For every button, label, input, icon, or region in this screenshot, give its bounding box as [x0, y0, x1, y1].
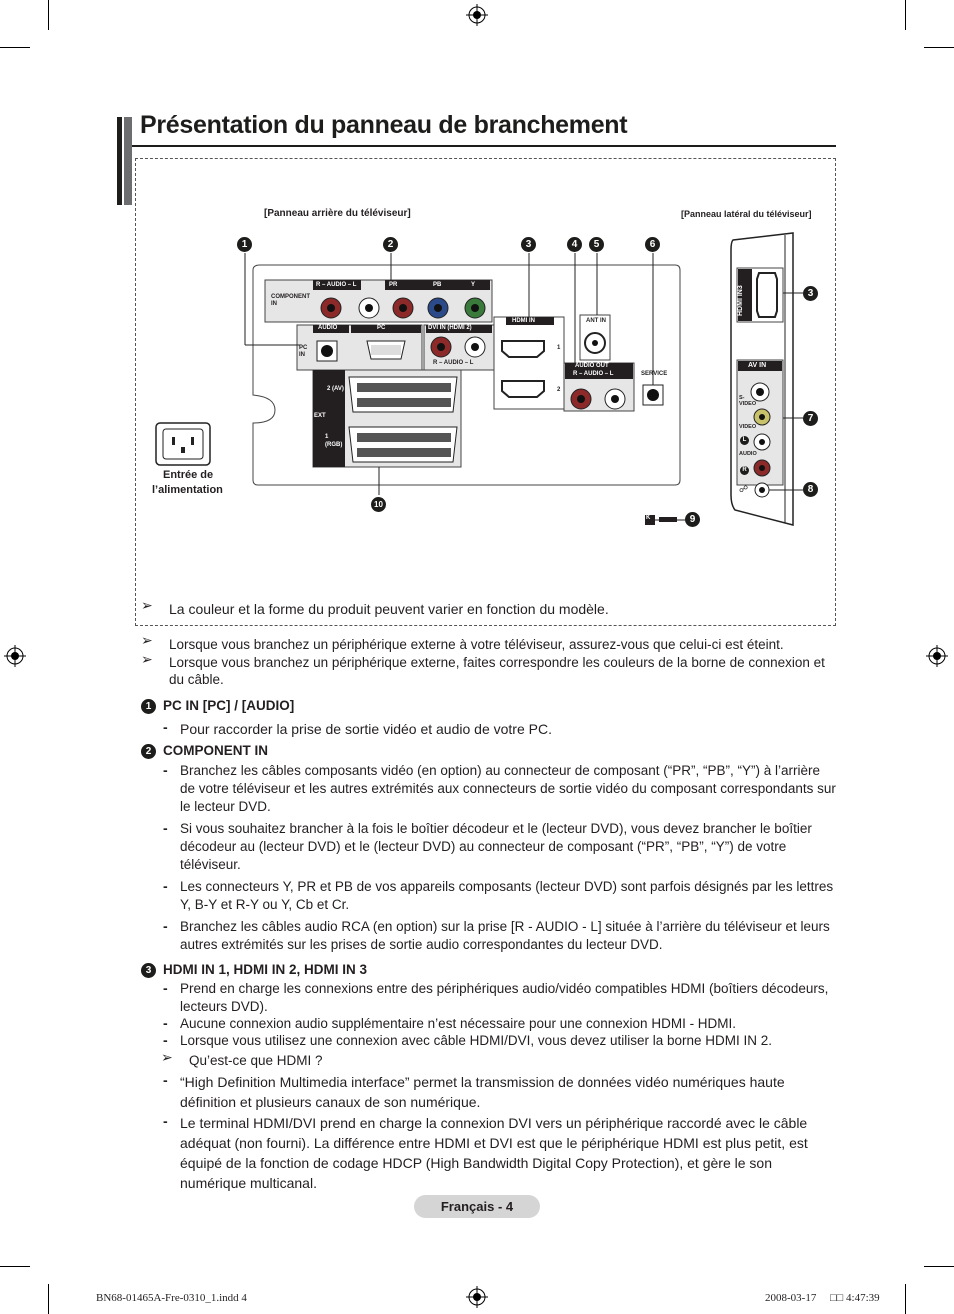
crop-mark: [48, 1284, 49, 1314]
note-text: La couleur et la forme du produit peuvent varier en fonction du modèle.: [169, 601, 609, 617]
connection-panel-diagram: [135, 225, 835, 535]
bullet-dash: -: [163, 719, 168, 735]
section-number: 2: [141, 744, 156, 759]
callout-number: 9: [685, 512, 700, 527]
file-time: □□ 4:47:39: [830, 1292, 880, 1304]
section-subnote: Qu’est-ce que HDMI ?: [189, 1053, 323, 1068]
section-title: HDMI IN 1, HDMI IN 2, HDMI IN 3: [163, 962, 368, 977]
audio-out-rl-label: R – AUDIO – L: [573, 371, 614, 377]
component-audio-label: R – AUDIO – L: [316, 282, 357, 288]
bullet-dash: -: [163, 1015, 168, 1031]
ext-label: EXT: [314, 413, 326, 419]
dvi-in-label: DVI IN (HDMI 2): [428, 325, 472, 331]
section-item: Branchez les câbles composants vidéo (en option) au connecteur de composant (“PR”, “PB”, “Y”) à l’arrière de votre téléviseur et les autres extrémités aux connecteurs de sortie vidéo du composant correspondants sur le lecteur DVD.: [180, 763, 836, 814]
crop-mark: [48, 0, 49, 30]
hdmi-2-label: 2: [557, 387, 561, 393]
registration-mark-icon: [926, 645, 948, 667]
section-title: PC IN [PC] / [AUDIO]: [163, 698, 295, 713]
side-audio-label: AUDIO: [739, 451, 757, 457]
note-text: Lorsque vous branchez un périphérique externe à votre téléviseur, assurez-vous que celui-ci est éteint.: [169, 637, 784, 652]
callout-number: 1: [237, 237, 252, 252]
section-item: Prend en charge les connexions entre des périphériques audio/vidéo compatibles HDMI (boîtiers décodeurs, lecteurs DVD).: [180, 981, 829, 1014]
title-accent-bar: [117, 117, 122, 205]
section-number: 3: [141, 963, 156, 978]
bullet-dash: -: [163, 1113, 168, 1129]
bullet-dash: -: [163, 820, 168, 836]
ext1-label: 1 (RGB): [325, 434, 343, 448]
side-l-badge: L: [740, 436, 749, 445]
section-item: “High Definition Multimedia interface” permet la transmission de données vidéo numériques haute définition et plusieurs canaux de son numérique.: [180, 1074, 785, 1110]
power-label: Entrée de: [163, 469, 214, 481]
ext2-label: 2 (AV): [327, 386, 344, 392]
file-date: 2008-03-17: [765, 1292, 817, 1304]
crop-mark: [0, 47, 30, 48]
av-in-label: AV IN: [748, 362, 767, 369]
pc-audio-label: AUDIO: [318, 325, 338, 331]
bullet-dash: -: [163, 918, 168, 934]
section-number: 1: [141, 699, 156, 714]
rear-panel-label: [Panneau arrière du téléviseur]: [264, 208, 411, 219]
registration-mark-icon: [466, 4, 488, 26]
video-label: VIDEO: [739, 424, 757, 430]
registration-mark-icon: [466, 1286, 488, 1308]
component-in-label: COMPONENT IN: [271, 294, 310, 307]
bullet-dash: -: [163, 980, 168, 996]
side-panel-label: [Panneau latéral du téléviseur]: [681, 209, 812, 219]
crop-mark: [924, 1266, 954, 1267]
bullet-dash: -: [163, 878, 168, 894]
service-label: SERVICE: [641, 371, 668, 377]
pb-label: PB: [433, 282, 442, 288]
bullet-dash: -: [163, 1032, 168, 1048]
crop-mark: [905, 1284, 906, 1314]
section-item: Branchez les câbles audio RCA (en option) sur la prise [R - AUDIO - L] située à l’arrière du téléviseur et leurs autres extrémités sur les prises de sortie audio correspondantes du lecteur DVD.: [180, 919, 830, 952]
dvi-audio-label: R – AUDIO – L: [433, 360, 474, 366]
crop-mark: [924, 47, 954, 48]
section-title: COMPONENT IN: [163, 743, 269, 758]
callout-number: 4: [567, 237, 582, 252]
section-item: Le terminal HDMI/DVI prend en charge la connexion DVI vers un périphérique raccordé avec le câble adéquat (non fourni). La différence entre HDMI et DVI est que le périphérique HDMI est plus petit, est équipé de la fonction de codage HDCP (High Bandwidth Digital Copy Protection), et gère le son numérique multicanal.: [180, 1115, 808, 1191]
section-item: Les connecteurs Y, PR et PB de vos appareils composants (lecteur DVD) sont parfois désignés par les lettres Y, B-Y et R-Y ou Y, Cb et Cr.: [180, 879, 834, 912]
note-arrow-icon: ➢: [141, 651, 153, 667]
kensington-label: K: [646, 515, 651, 521]
section-item: Lorsque vous utilisez une connexion avec câble HDMI/DVI, vous devez utiliser la borne HDMI IN 2.: [180, 1033, 773, 1048]
page-number-badge: Français - 4: [414, 1195, 540, 1218]
callout-number: 10: [371, 497, 386, 512]
hdmi-in3-label: HDMI IN3: [737, 285, 744, 316]
callout-number: 5: [589, 237, 604, 252]
section-item: Pour raccorder la prise de sortie vidéo et audio de votre PC.: [180, 721, 552, 737]
y-label: Y: [471, 282, 476, 288]
bullet-dash: -: [163, 1072, 168, 1088]
section-item: Si vous souhaitez brancher à la fois le boîtier décodeur et le (lecteur DVD), vous devez brancher le boîtier décodeur au (lecteur DVD) et le (lecteur DVD) au connecteur de composant (“PR”, “PB”, “Y”) de votre téléviseur.: [180, 821, 812, 872]
callout-number: 3: [803, 286, 818, 301]
power-label: l’alimentation: [152, 484, 223, 496]
note-arrow-icon: ➢: [141, 632, 153, 648]
callout-number: 6: [645, 237, 660, 252]
note-arrow-icon: ➢: [141, 597, 153, 613]
title-accent-bar: [124, 117, 132, 205]
registration-mark-icon: [4, 645, 26, 667]
hdmi-in-label: HDMI IN: [512, 318, 535, 324]
callout-number: 2: [383, 237, 398, 252]
callout-number: 3: [521, 237, 536, 252]
pr-label: PR: [389, 282, 398, 288]
ant-in-label: ANT IN: [586, 318, 606, 324]
hdmi-1-label: 1: [557, 345, 561, 351]
section-item: Aucune connexion audio supplémentaire n’est nécessaire pour une connexion HDMI - HDMI.: [180, 1016, 737, 1031]
callout-number: 7: [803, 411, 818, 426]
audio-out-label: AUDIO OUT: [575, 363, 609, 369]
pc-label: PC: [377, 325, 386, 331]
crop-mark: [0, 1266, 30, 1267]
side-r-badge: R: [740, 466, 749, 475]
bullet-dash: -: [163, 762, 168, 778]
note-text: Lorsque vous branchez un périphérique externe, faites correspondre les couleurs de la borne de connexion et du câble.: [169, 655, 825, 687]
pc-in-label: PC IN: [299, 345, 308, 358]
title-rule: [132, 145, 836, 147]
file-name: BN68-01465A-Fre-0310_1.indd 4: [96, 1292, 247, 1304]
headphone-icon: ☍: [739, 484, 749, 494]
callout-number: 8: [803, 482, 818, 497]
page-title: Présentation du panneau de branchement: [140, 111, 628, 139]
s-video-label: S-VIDEO: [739, 395, 757, 407]
crop-mark: [905, 0, 906, 30]
note-arrow-icon: ➢: [161, 1049, 173, 1065]
